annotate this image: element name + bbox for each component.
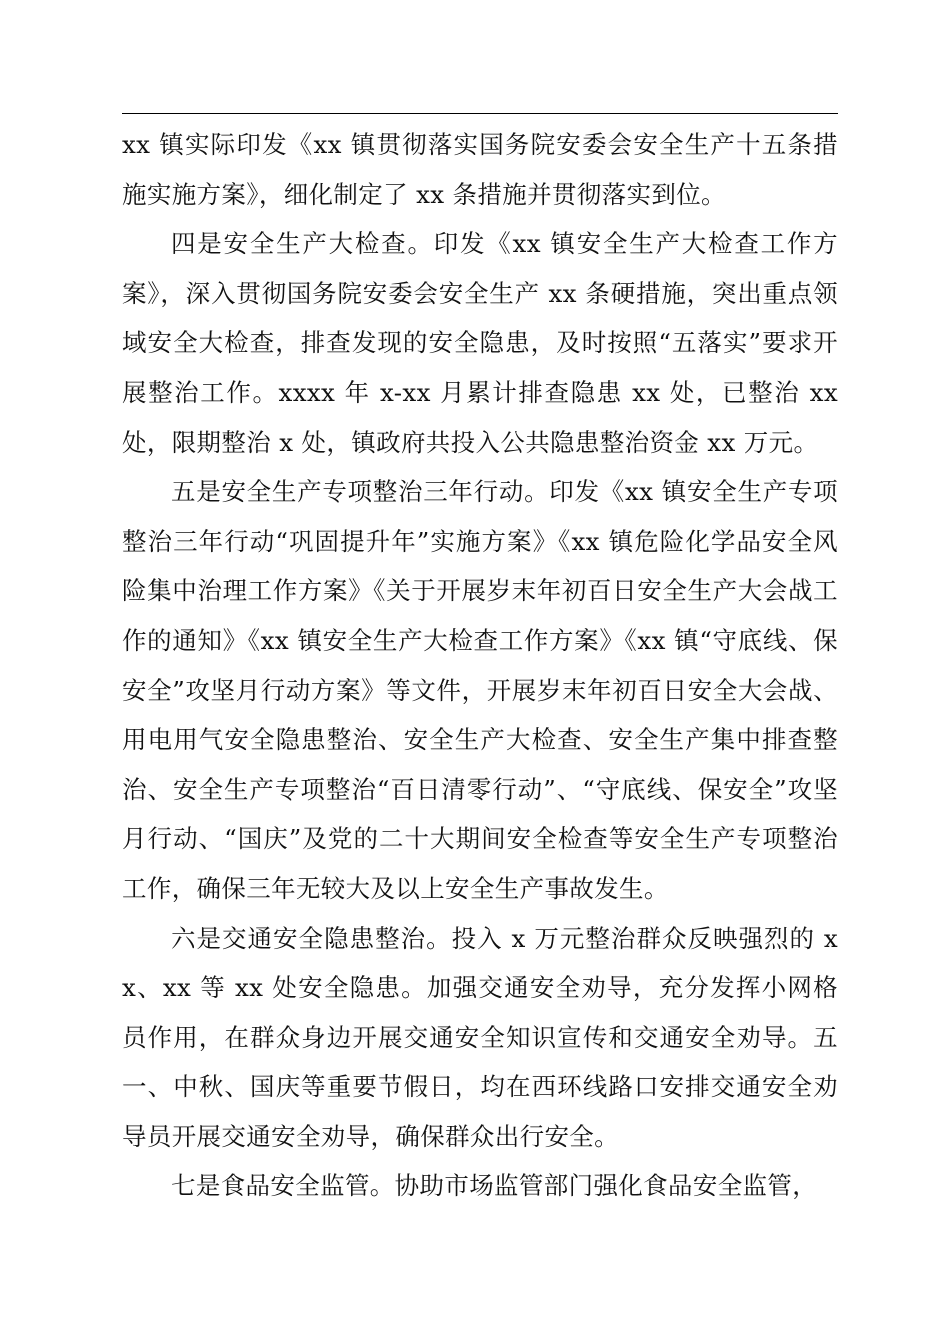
paragraph-safety-inspection: 四是安全生产大检查。印发《xx 镇安全生产大检查工作方案》，深入贯彻国务院安委会安全生产 xx 条硬措施，突出重点领域安全大检查，排查发现的安全隐患，及时按照“五落实”要求开展整治工作。xxxx 年 x-xx 月累计排查隐患 xx 处，已整治 xx 处，限期整治 x 处，镇政府共投入公共隐患整治资金 xx 万元。 [122,229,838,457]
paragraph-food-safety: 七是食品安全监管。协助市场监管部门强化食品安全监管， [171,1171,818,1201]
paragraph-traffic-safety: 六是交通安全隐患整治。投入 x 万元整治群众反映强烈的 xx、xx 等 xx 处安全隐患。加强交通安全劝导，充分发挥小网格员作用，在群众身边开展交通安全知识宣传和交通安全劝导。五一、中秋、国庆等重要节假日，均在西环线路口安排交通安全劝导员开展交通安全劝导，确保群众出行安全。 [122,923,838,1151]
body-text [122,120,838,1211]
paragraph-three-year-action: 五是安全生产专项整治三年行动。印发《xx 镇安全生产专项整治三年行动“巩固提升年”实施方案》《xx 镇危险化学品安全风险集中治理工作方案》《关于开展岁末年初百日安全生产大会战工作的通知》《xx 镇安全生产大检查工作方案》《xx 镇“守底线、保安全”攻坚月行动方案》等文件，开展岁末年初百日安全大会战、用电用气安全隐患整治、安全生产大检查、安全生产集中排查整治、安全生产专项整治“百日清零行动”、“守底线、保安全”攻坚月行动、“国庆”及党的二十大期间安全检查等安全生产专项整治工作，确保三年无较大及以上安全生产事故发生。 [122,477,838,903]
paragraph-continuation: xx 镇实际印发《xx 镇贯彻落实国务院安委会安全生产十五条措施实施方案》，细化制定了 xx 条措施并贯彻落实到位。 [122,130,838,209]
header-rule [122,113,838,114]
